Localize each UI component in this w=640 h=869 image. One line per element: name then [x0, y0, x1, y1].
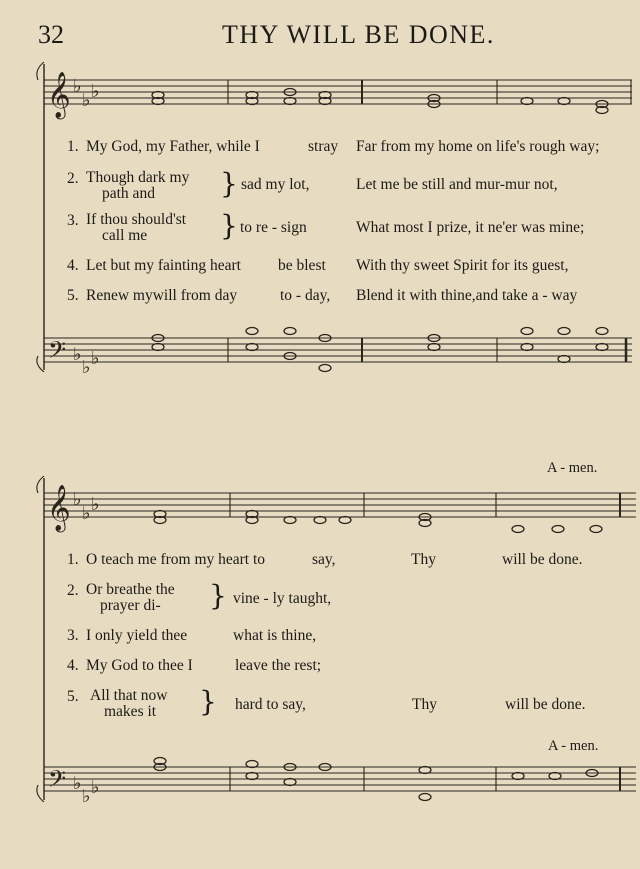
bass-staff-2 [44, 767, 636, 791]
brace-icon: } [209, 579, 227, 612]
amen-label: A - men. [547, 460, 598, 476]
verse-3-part-b: what is thine, [233, 627, 317, 644]
svg-text:𝄢: 𝄢 [48, 336, 67, 369]
svg-text:♭: ♭ [73, 76, 82, 97]
verse-3-num: 3. [67, 212, 79, 229]
verse-1-num: 1. [67, 138, 79, 155]
verse-5-part-a2: makes it [104, 703, 157, 720]
verse-2-part-b: vine - ly taught, [233, 590, 332, 607]
verse-2-num: 2. [67, 582, 79, 599]
verse-1-part-a: My God, my Father, while I [86, 138, 260, 155]
treble-staff-2 [44, 493, 636, 517]
verse-2-part-c: Let me be still and mur-mur not, [356, 176, 558, 193]
svg-text:♭: ♭ [91, 777, 100, 798]
svg-text:♭: ♭ [73, 489, 82, 510]
verse-4-part-b: leave the rest; [235, 657, 322, 674]
verse-4-num: 4. [67, 657, 79, 674]
svg-text:♭: ♭ [91, 494, 100, 515]
verse-5-part-d: will be done. [505, 696, 586, 713]
verse-3-part-a2: call me [102, 227, 148, 244]
verse-3-num: 3. [67, 627, 79, 644]
verse-1-part-c: Thy [411, 551, 436, 568]
page-number: 32 [38, 20, 64, 49]
verse-5-num: 5. [67, 287, 79, 304]
verse-4-part-a: My God to thee I [86, 657, 193, 674]
verse-2-part-a2: path and [102, 185, 155, 202]
brace-icon: } [199, 685, 217, 718]
svg-text:♭: ♭ [73, 773, 82, 794]
svg-text:𝄢: 𝄢 [48, 765, 67, 798]
verse-1-part-d: will be done. [502, 551, 583, 568]
brace-icon: } [220, 209, 238, 242]
verse-5-num: 5. [67, 688, 79, 705]
page-title: THY WILL BE DONE. [222, 20, 495, 49]
svg-text:♭: ♭ [82, 503, 91, 524]
verse-3-part-b: to re - sign [240, 219, 307, 236]
verse-1-part-a: O teach me from my heart to [86, 551, 266, 568]
svg-text:♭: ♭ [91, 81, 100, 102]
verse-5-part-b: to - day, [280, 287, 331, 304]
verse-5-part-a1: All that now [90, 687, 168, 704]
verse-1-part-c: Far from my home on life's rough way; [356, 138, 600, 155]
svg-text:𝄞: 𝄞 [47, 72, 71, 118]
verse-1-num: 1. [67, 551, 79, 568]
verse-1-part-b: stray [308, 138, 339, 155]
bass-staff-1 [44, 338, 632, 362]
verse-3-part-a1: If thou should'st [86, 211, 187, 228]
amen-label: A - men. [548, 738, 599, 754]
verse-5-part-b: hard to say, [235, 696, 306, 713]
svg-text:♭: ♭ [82, 357, 91, 378]
svg-text:♭: ♭ [82, 90, 91, 111]
verse-2-part-a1: Or breathe the [86, 581, 175, 598]
verse-4-num: 4. [67, 257, 79, 274]
verse-5-part-a: Renew mywill from day [86, 287, 238, 304]
svg-text:𝄞: 𝄞 [47, 485, 71, 531]
svg-text:♭: ♭ [82, 786, 91, 807]
svg-text:♭: ♭ [73, 344, 82, 365]
verse-4-part-b: be blest [278, 257, 326, 274]
verse-2-part-a2: prayer di- [100, 597, 161, 614]
verse-3-part-c: What most I prize, it ne'er was mine; [356, 219, 585, 236]
verse-3-part-a: I only yield thee [86, 627, 188, 644]
svg-text:♭: ♭ [91, 348, 100, 369]
verse-2-num: 2. [67, 170, 79, 187]
verse-4-part-c: With thy sweet Spirit for its guest, [356, 257, 569, 274]
treble-staff-1 [44, 80, 632, 104]
verse-4-part-a: Let but my fainting heart [86, 257, 241, 274]
verse-2-part-a1: Though dark my [86, 169, 190, 186]
verse-1-part-b: say, [312, 551, 336, 568]
verse-5-part-c: Blend it with thine,and take a - way [356, 287, 578, 304]
verse-2-part-b: sad my lot, [241, 176, 310, 193]
verse-5-part-c: Thy [412, 696, 437, 713]
brace-icon: } [220, 167, 238, 200]
